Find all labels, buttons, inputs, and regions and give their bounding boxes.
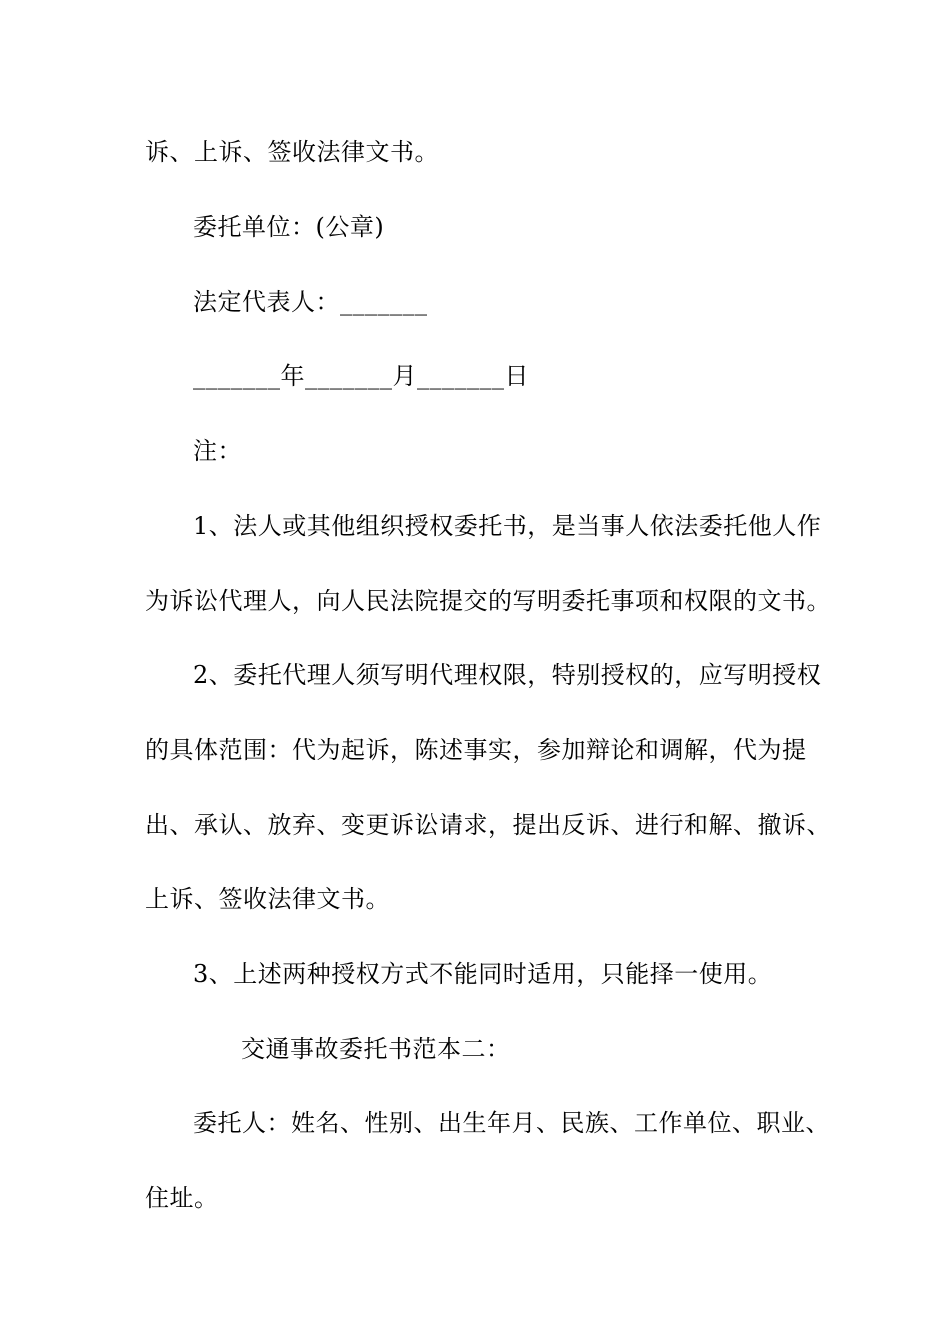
- section-heading: 交通事故委托书范本二：: [241, 1035, 511, 1063]
- text-line: 2、委托代理人须写明代理权限，特别授权的，应写明授权: [193, 661, 822, 689]
- text-line: 上诉、签收法律文书。: [145, 885, 390, 913]
- text-line: 住址。: [145, 1184, 219, 1212]
- text-line: 委托单位：(公章): [193, 213, 385, 241]
- text-line: 出、承认、放弃、变更诉讼请求，提出反诉、进行和解、撤诉、: [145, 811, 831, 839]
- text-line: 的具体范围：代为起诉，陈述事实，参加辩论和调解，代为提: [145, 736, 807, 764]
- text-line: _______年_______月_______日: [193, 362, 529, 390]
- text-line: 法定代表人：_______: [193, 288, 428, 316]
- text-line: 注：: [193, 437, 242, 465]
- text-line: 1、法人或其他组织授权委托书，是当事人依法委托他人作: [193, 512, 822, 540]
- text-line: 诉、上诉、签收法律文书。: [145, 138, 439, 166]
- text-line: 为诉讼代理人，向人民法院提交的写明委托事项和权限的文书。: [145, 587, 831, 615]
- text-line: 委托人：姓名、性别、出生年月、民族、工作单位、职业、: [193, 1109, 830, 1137]
- text-line: 3、上述两种授权方式不能同时适用，只能择一使用。: [193, 960, 773, 988]
